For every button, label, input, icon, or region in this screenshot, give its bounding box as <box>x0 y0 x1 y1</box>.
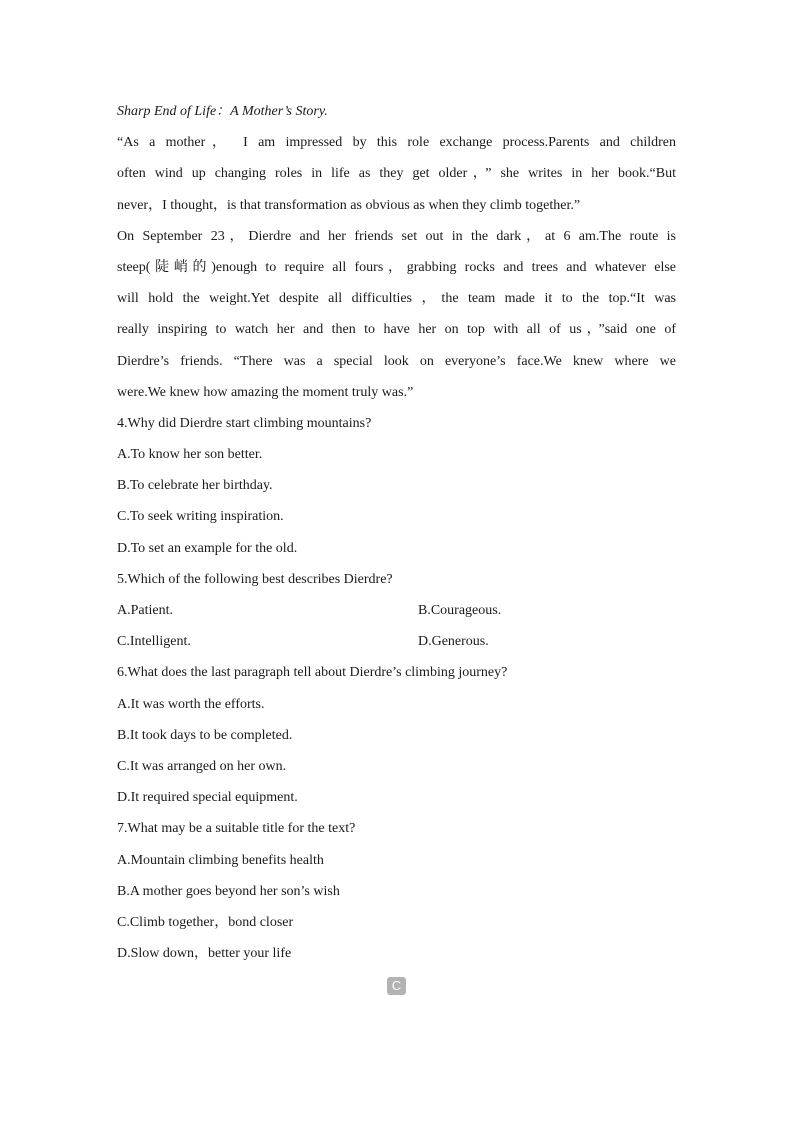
question-option: D.It required special equipment. <box>117 790 298 806</box>
question-option: B.It took days to be completed. <box>117 727 293 743</box>
question-option: A.It was worth the efforts. <box>117 696 265 712</box>
passage-line: never，I thought，is that transformation as obvious as when they climb together.” <box>117 197 581 213</box>
question-stem: 7.What may be a suitable title for the text? <box>117 821 356 837</box>
question-option: D.To set an example for the old. <box>117 540 298 556</box>
passage-line: often wind up changing roles in life as they get older，” she writes in her book.“But <box>117 166 676 182</box>
question-option: C.Climb together，bond closer <box>117 914 294 930</box>
question-stem: 6.What does the last paragraph tell about Dierdre’s climbing journey? <box>117 665 508 681</box>
question-option: B.Courageous. <box>418 603 502 618</box>
question-option: C.To seek writing inspiration. <box>117 509 284 525</box>
passage-line: “As a mother， I am impressed by this role exchange process.Parents and children <box>117 135 676 151</box>
question-option: A.To know her son better. <box>117 447 263 463</box>
question-option: A.Patient. <box>117 603 173 618</box>
question-option: D.Generous. <box>418 634 489 650</box>
passage-title: Sharp End of Life：A Mother’s Story. <box>117 104 328 119</box>
passage-line: were.We knew how amazing the moment truly was.” <box>117 384 414 400</box>
passage-line: On September 23，Dierdre and her friends set out in the dark，at 6 am.The route is <box>117 228 676 244</box>
option-row <box>117 595 676 626</box>
question-option: C.It was arranged on her own. <box>117 758 287 774</box>
passage-line: will hold the weight.Yet despite all difficulties ，the team made it to the top.“It was <box>117 291 676 307</box>
question-option: B.A mother goes beyond her son’s wish <box>117 883 340 899</box>
option-row <box>117 626 676 657</box>
question-option: C.Intelligent. <box>117 634 191 650</box>
passage-line: Dierdre’s friends. “There was a special look on everyone’s face.We knew where we <box>117 353 676 369</box>
document-page <box>117 96 676 969</box>
passage-line: really inspiring to watch her and then to have her on top with all of us，”said one of <box>117 322 676 338</box>
question-option: B.To celebrate her birthday. <box>117 478 273 494</box>
question-option: D.Slow down，better your life <box>117 946 292 962</box>
question-stem: 5.Which of the following best describes Dierdre? <box>117 571 393 587</box>
passage-line: steep(陡峭的)enough to require all fours，grabbing rocks and trees and whatever else <box>117 259 676 275</box>
question-stem: 4.Why did Dierdre start climbing mountains? <box>117 415 372 431</box>
question-option: A.Mountain climbing benefits health <box>117 852 324 868</box>
page-badge: C <box>387 977 406 995</box>
